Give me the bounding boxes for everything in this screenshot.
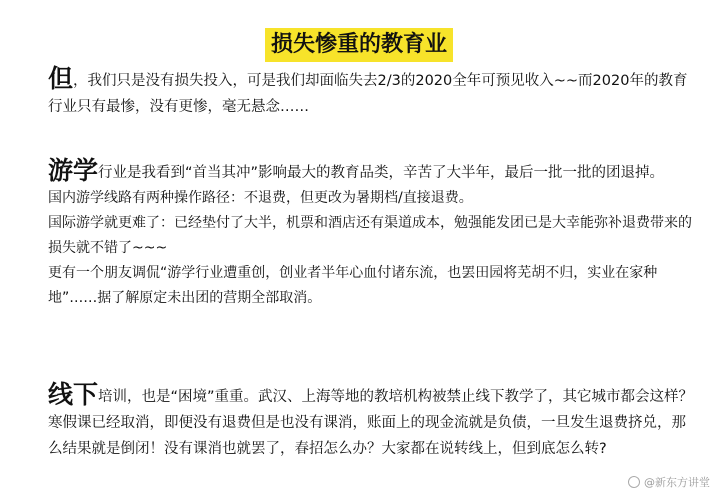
paragraph-offline-training xyxy=(48,382,694,462)
study-tour-international: 国际游学就更难了：已经垫付了大半，机票和酒店还有渠道成本，勉强能发团已是大幸能弥补退费带来的损失就不错了~~~ xyxy=(48,215,692,256)
paragraph-1-text xyxy=(48,66,694,120)
paragraph-2-text xyxy=(48,158,694,186)
watermark-text: @新东方讲堂 xyxy=(644,476,710,489)
watermark-logo-icon xyxy=(628,476,640,488)
paragraph-3-body: 培训，也是“困境”重重。武汉、上海等地的教培机构被禁止线下教学了，其它城市都会这样？寒假课已经取消，即便没有退费但是也没有课消，账面上的现金流就是负债，一旦发生退费挤兑，那么结果就是倒闭！没有课消也就罢了，春招怎么办？大家都在说转线上，但到底怎么转? xyxy=(48,389,694,457)
article-title: 损失惨重的教育业 xyxy=(265,28,453,62)
paragraph-3-lead: 线下 xyxy=(48,380,99,409)
watermark xyxy=(628,474,710,490)
paragraph-2-lead: 游学 xyxy=(48,156,99,185)
paragraph-1-body: ，我们只是没有损失投入，可是我们却面临失去2/3的2020全年可预见收入~~而2020年的教育行业只有最惨，没有更惨，毫无悬念…… xyxy=(48,73,688,115)
title-container xyxy=(0,28,718,62)
study-tour-domestic: 国内游学线路有两种操作路径：不退费，但更改为暑期档/直接退费。 xyxy=(48,190,473,206)
paragraph-study-tour xyxy=(48,158,694,311)
paragraph-1-lead: 但 xyxy=(48,64,74,93)
paragraph-2-body: 行业是我看到“首当其冲”影响最大的教育品类，辛苦了大半年，最后一批一批的团退掉。 xyxy=(98,165,665,181)
paragraph-3-text xyxy=(48,382,694,462)
study-tour-friend-quote: 更有一个朋友调侃“游学行业遭重创，创业者半年心血付诸东流，也罢田园将芜胡不归，实业在家种地”……据了解原定未出团的营期全部取消。 xyxy=(48,265,658,306)
paragraph-loss-overview xyxy=(48,66,694,120)
